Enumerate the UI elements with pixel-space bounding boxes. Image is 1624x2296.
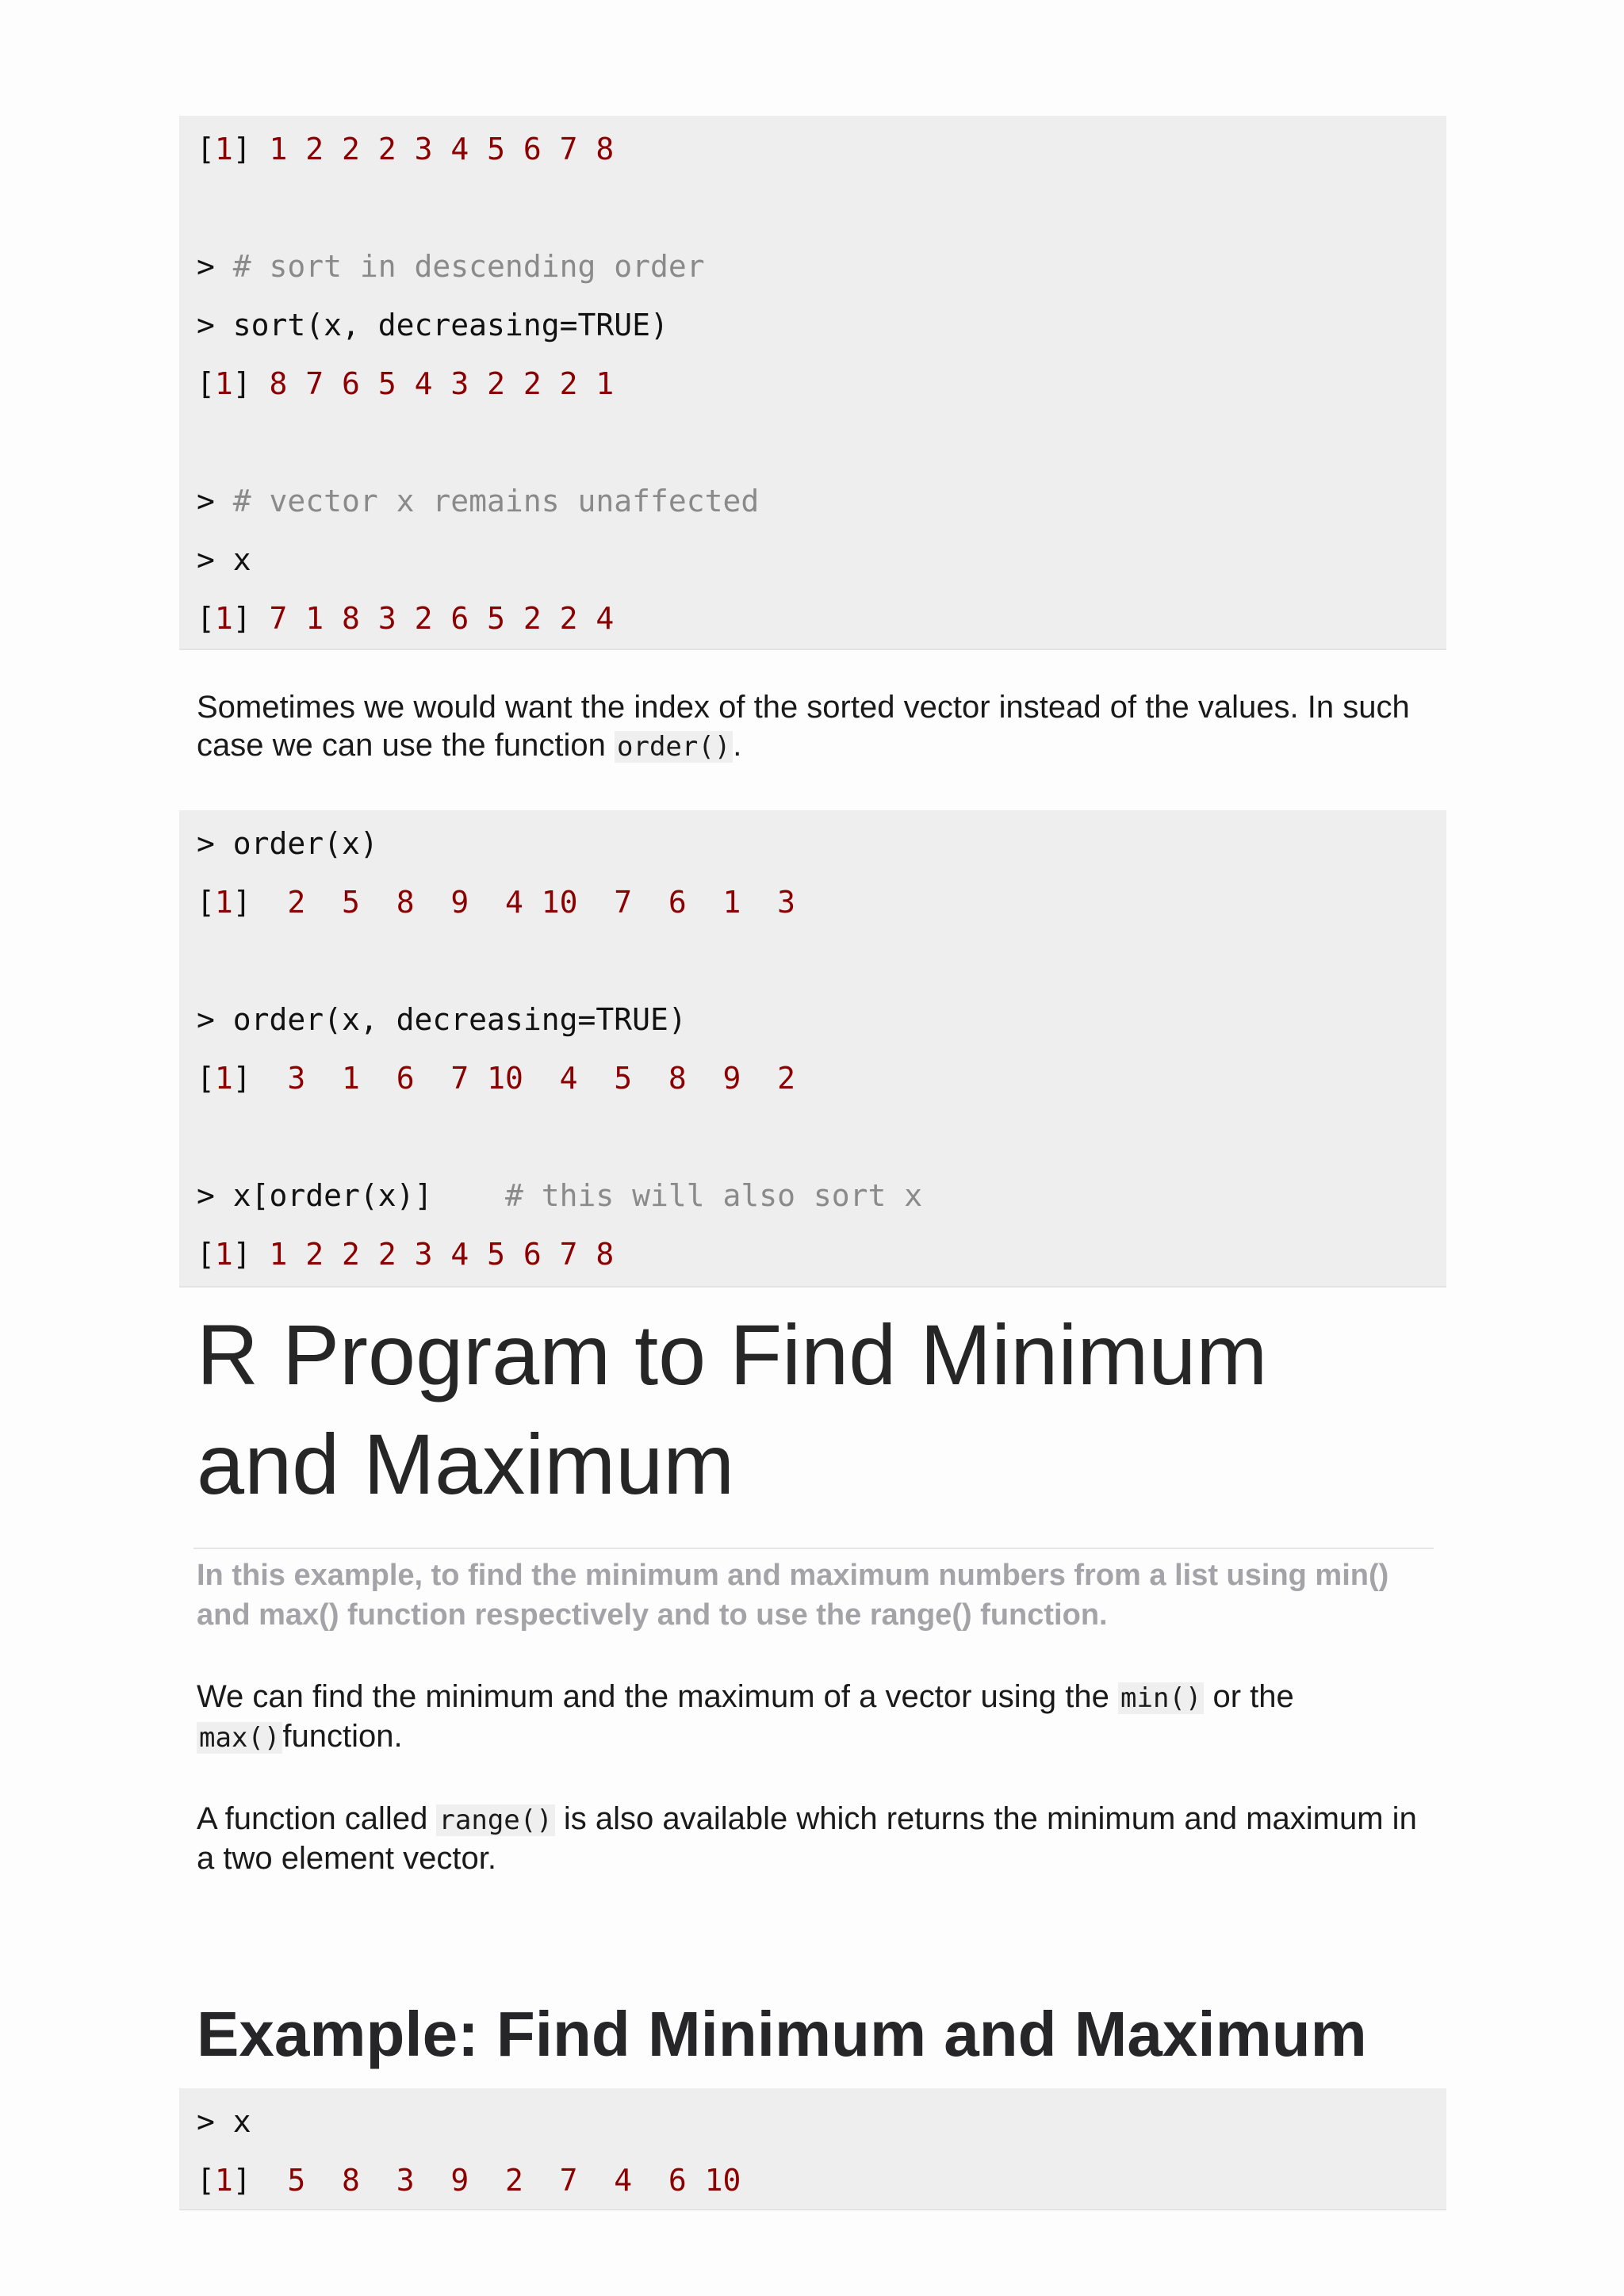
code-line: > order(x) <box>197 826 378 861</box>
code-line: > # sort in descending order <box>197 249 705 284</box>
inline-code: order() <box>615 731 733 763</box>
code-line: [1] 1 2 2 2 3 4 5 6 7 8 <box>197 1237 615 1272</box>
code-line: [1] 8 7 6 5 4 3 2 2 2 1 <box>197 366 615 401</box>
inline-code: min() <box>1118 1682 1204 1714</box>
output-values: 1 2 2 2 3 4 5 6 7 8 <box>269 1237 615 1272</box>
code-line: > order(x, decreasing=TRUE) <box>197 1002 687 1037</box>
code-line: [1] 3 1 6 7 10 4 5 8 9 2 <box>197 1061 796 1096</box>
code-command: x <box>232 2104 251 2139</box>
code-comment: # sort in descending order <box>232 249 705 284</box>
code-line: [1] 1 2 2 2 3 4 5 6 7 8 <box>197 132 615 166</box>
inline-code: range() <box>436 1804 554 1836</box>
code-command: order(x, decreasing=TRUE) <box>232 1002 687 1037</box>
output-values: 3 1 6 7 10 4 5 8 9 2 <box>269 1061 796 1096</box>
title-divider <box>193 1548 1434 1549</box>
code-block-sort <box>179 116 1446 650</box>
code-line: > x[order(x)] # this will also sort x <box>197 1178 923 1213</box>
output-values: 1 2 2 2 3 4 5 6 7 8 <box>269 132 615 166</box>
paragraph-range: A function called range() is also available which returns the minimum and maximum in a two element vector. <box>197 1801 1417 1876</box>
output-values: 2 5 8 9 4 10 7 6 1 3 <box>269 885 796 920</box>
example-heading: Example: Find Minimum and Maximum <box>197 1999 1367 2069</box>
code-line: [1] 5 8 3 9 2 7 4 6 10 <box>197 2163 741 2198</box>
inline-code: max() <box>197 1722 282 1754</box>
output-values: 8 7 6 5 4 3 2 2 2 1 <box>269 366 615 401</box>
code-line: > x <box>197 542 251 577</box>
code-command: order(x) <box>232 826 378 861</box>
paragraph-order: Sometimes we would want the index of the sorted vector instead of the values. In such case we can use the function order(). <box>197 690 1410 763</box>
lead-summary: In this example, to find the minimum and maximum numbers from a list using min() and max() function respectively and to use the range() function. <box>197 1559 1389 1632</box>
code-line: [1] 2 5 8 9 4 10 7 6 1 3 <box>197 885 796 920</box>
code-line: > sort(x, decreasing=TRUE) <box>197 308 668 342</box>
code-line: > # vector x remains unaffected <box>197 484 760 519</box>
code-line: [1] 7 1 8 3 2 6 5 2 2 4 <box>197 601 615 636</box>
code-block-example <box>179 2088 1446 2210</box>
code-comment: # vector x remains unaffected <box>232 484 760 519</box>
code-command: x[order(x)] <box>232 1178 505 1213</box>
page-title: R Program to Find Minimum and Maximum <box>197 1307 1268 1512</box>
code-line: > x <box>197 2104 251 2139</box>
code-command: x <box>232 542 251 577</box>
code-command: sort(x, decreasing=TRUE) <box>232 308 668 342</box>
output-values: 5 8 3 9 2 7 4 6 10 <box>269 2163 741 2198</box>
paragraph-min-max: We can find the minimum and the maximum of a vector using the min() or the max()function. <box>197 1679 1294 1754</box>
output-values: 7 1 8 3 2 6 5 2 2 4 <box>269 601 615 636</box>
code-comment: # this will also sort x <box>504 1178 923 1213</box>
code-block-order <box>179 810 1446 1288</box>
